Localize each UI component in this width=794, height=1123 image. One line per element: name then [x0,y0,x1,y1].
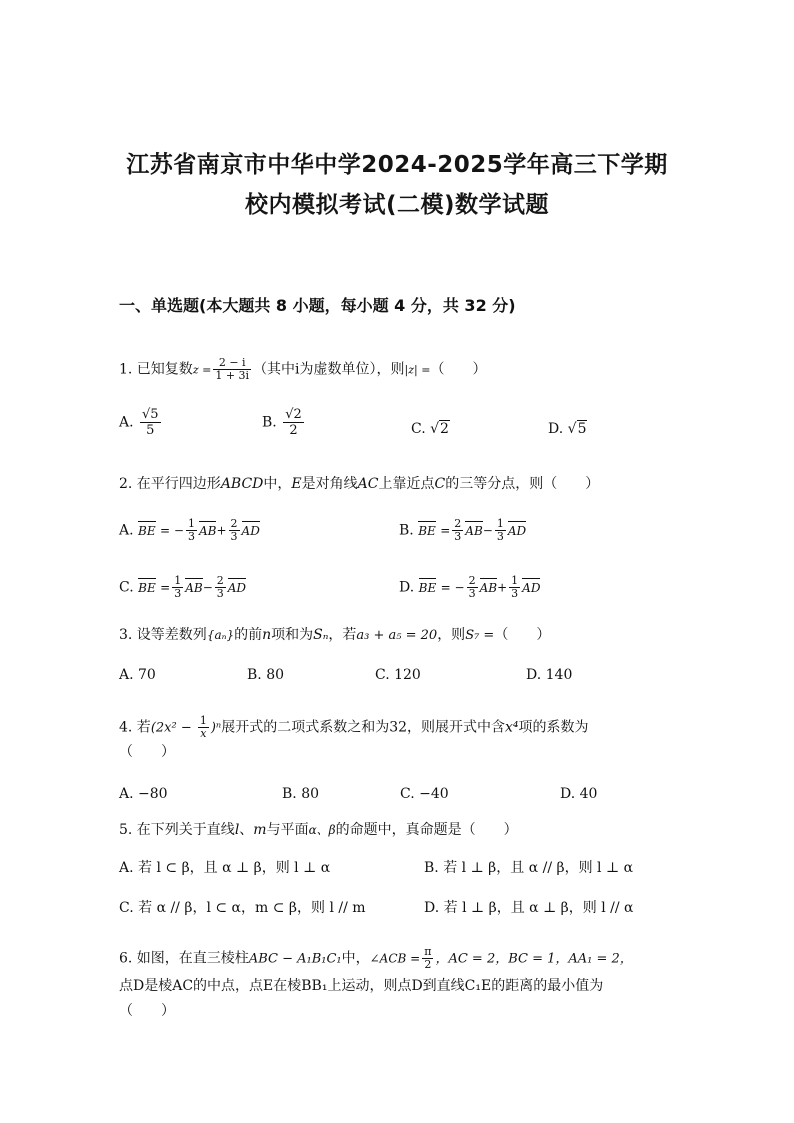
q1-option-a[interactable]: A. $\frac{√5}{5}$ [119,407,159,438]
question-3: 3. 设等差数列{aₙ}的前n项和为Sₙ，若a₃ + a₅ = 20，则S₇ =（ ） [119,627,551,643]
q3-option-c[interactable]: C. 120 [375,667,421,683]
q2-option-a[interactable]: A. BE = − $\frac{1}{3}$ AB+ $\frac{2}{3}$ AD [119,517,260,543]
section-heading: 一、单选题(本大题共 8 小题，每小题 4 分，共 32 分) [119,296,516,315]
q5-option-c[interactable]: C. 若 α // β，l ⊂ α，m ⊂ β，则 l // m [119,900,366,916]
q4-option-c[interactable]: C. −40 [400,786,449,802]
q1-option-d[interactable]: D. √5 [548,421,587,437]
q2-option-d[interactable]: D. BE = − $\frac{2}{3}$ AB+ $\frac{1}{3}$ AD [399,574,541,600]
q4-option-d[interactable]: D. 40 [560,786,598,802]
question-1: 1. 已知复数z = $\frac{2 - i}{1 + 3i}$ （其中i为虚数单位），则|z| =（ ） [119,356,487,382]
q4-option-a[interactable]: A. −80 [119,786,168,802]
question-2: 2. 在平行四边形ABCD中，E是对角线AC上靠近点C的三等分点，则（ ） [119,476,600,492]
question-5: 5. 在下列关于直线l、m与平面α、β的命题中，真命题是（ ） [119,822,518,838]
q3-option-b[interactable]: B. 80 [247,667,285,683]
q5-option-b[interactable]: B. 若 l ⊥ β，且 α // β，则 l ⊥ α [424,860,634,876]
question-6-line2: 点D是棱AC的中点，点E在棱BB₁上运动，则点D到直线C₁E的距离的最小值为 [119,978,604,994]
q5-option-a[interactable]: A. 若 l ⊂ β，且 α ⊥ β，则 l ⊥ α [119,860,331,876]
question-4: 4. 若(2x² − $\frac{1}{x}$ )ⁿ展开式的二项式系数之和为32，则展开式中含x⁴项的系数为 [119,714,589,740]
q3-option-d[interactable]: D. 140 [526,667,573,683]
q2-option-b[interactable]: B. BE = $\frac{2}{3}$ AB− $\frac{1}{3}$ AD [399,517,527,543]
q3-option-a[interactable]: A. 70 [119,667,156,683]
exam-title-line1: 江苏省南京市中华中学2024-2025学年高三下学期 [126,152,668,178]
question-6-blank: （ ） [119,1003,175,1019]
question-4-blank: （ ） [119,744,175,760]
q5-option-d[interactable]: D. 若 l ⊥ β，且 α ⊥ β，则 l // α [424,900,634,916]
q2-option-c[interactable]: C. BE = $\frac{1}{3}$ AB− $\frac{2}{3}$ AD [119,574,247,600]
q1-option-c[interactable]: C. √2 [411,421,449,437]
q1-option-b[interactable]: B. $\frac{√2}{2}$ [262,407,302,438]
question-6: 6. 如图，在直三棱柱ABC − A₁B₁C₁中，∠ACB = $\frac{\pi}{2}$ ，AC = 2，BC = 1，AA₁ = 2， [119,945,633,971]
exam-title-line2: 校内模拟考试(二模)数学试题 [244,192,550,218]
q4-option-b[interactable]: B. 80 [282,786,320,802]
